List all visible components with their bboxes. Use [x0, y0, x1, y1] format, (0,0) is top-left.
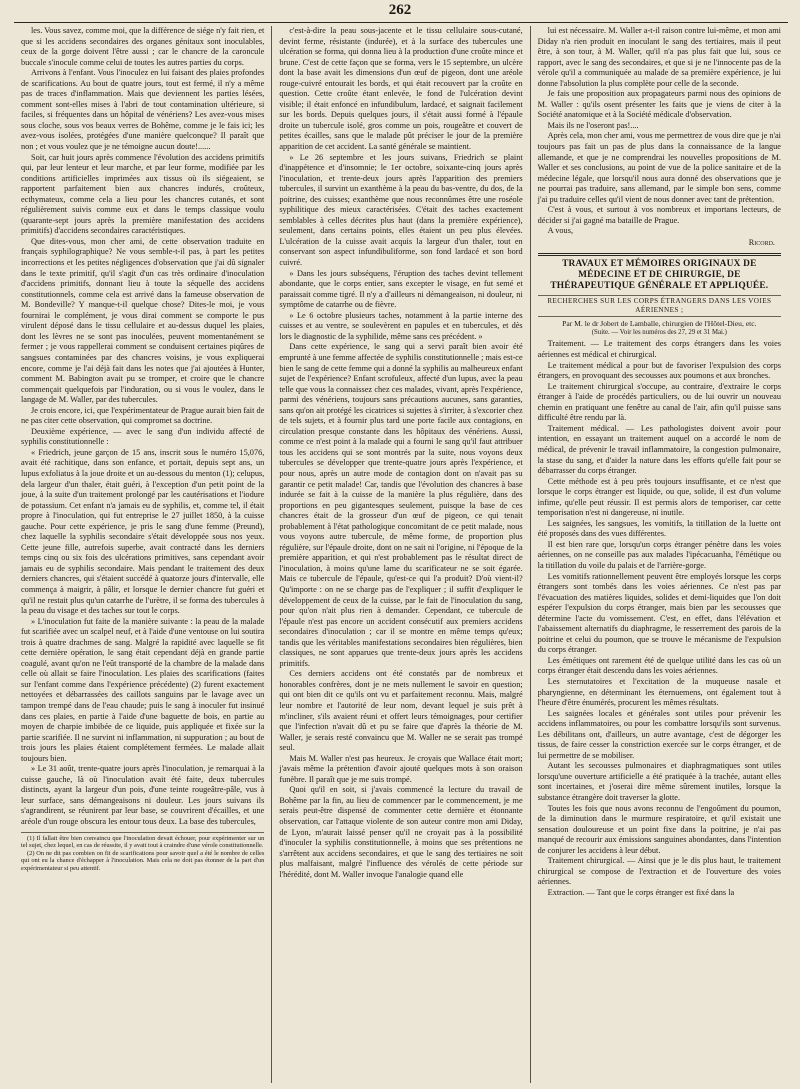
body-paragraph: Soit, car huit jours après commence l'évolution des accidens primitifs qui, par leur lenteur et leur marche, et par leur forme, modifiée par les conditions artificielles imprimées aux tissus où ils siégeaient, se rapportent parfaitement bien aux chancres indurés, croûteux, ecthymateux, comme cela a lieu pour les chancres cutanés, et sont régulièrement suivis comme eux et dans le temps classique voulu (quarante-sept jours après la première manifestation des accidens primitifs) d'accidens secondaires caractéristiques.	[21, 152, 265, 236]
body-paragraph: » Le 6 octobre plusieurs taches, notamment à la partie interne des cuisses et au ventre, se soulevèrent en papules et en tubercules, et dès lors le diagnostic de la syphilide, même sans ces précédent. »	[279, 310, 523, 341]
article-byline: Par M. le dr Jobert de Lamballe, chirurgien de l'Hôtel-Dieu, etc.	[562, 319, 757, 329]
body-paragraph: Que dites-vous, mon cher ami, de cette observation traduite en français syphilographique? Ne vous semble-t-il pas, à part les petites incorrections et les petites négligences d'observation que j'ai dû signaler dans le texte primitif, qu'il s'agit d'un cas très ordinaire d'inoculation d'accidens primitifs, donnant lieu à toute la séquelle des accidens constitutionnels, comme cela est arrivé dans la fameuse observation de M. Bondeville? Y manque-t-il quelque chose? Dites-le moi, je vous fournirai le complément, je vous dirai comment se comporte le pus virulent déposé dans le tissu cellulaire et au-dessus duquel les plaies, dont les lèvres ne se sont pas inoculées, peuvent momentanément se fermer ; je vous rappellerai comment se conduisent certaines piqûres de sangsues contaminées par des chancres voisins, je vous expliquerai encore, comme je l'ai déjà fait dans les notes que j'ai ajoutées à Hunter, comment M. Babington avait pu se tromper, et croire que le chancre commençait quelquefois par l'induration, ou si vous le voulez, dans le langage de M. Waller, par des tubercules.	[21, 236, 265, 405]
body-paragraph: c'est-à-dire la peau sous-jacente et le tissu cellulaire sous-cutané, devint ferme, résistante (indurée), et à la surface des tubercules une ulcération se forma, qui donna lieu à la production d'une croûte mince et brune. C'est de cette façon que se forma, vers le 15 septembre, un ulcère dont la base avait les dimensions d'un œuf de pigeon, dont une aréole rouge-cuivré entourait les bords, et qui était recouvert par la croûte en question. Cette croûte étant enlevée, le fond de l'ulcération devint visible; il était enfoncé en infundibulum, lardacé, et saignait facilement sur les bords. Depuis quelques jours, il s'était aussi formé à l'épaule droite un tubercule isolé, gros comme un pois, rougeâtre et couvert de petites écailles, sans que le malade pût préciser le jour de la première apparition de cet accident. La santé générale se maintient.	[279, 26, 523, 152]
body-paragraph: Il est bien rare que, lorsqu'un corps étranger pénètre dans les voies aériennes, on ne conseille pas aux malades l'ipécacuanha, l'émétique ou la titillation du voile du palais et de l'arrière-gorge.	[537, 539, 781, 570]
article-title: RECHERCHES SUR LES CORPS ÉTRANGERS DANS LES VOIES AÉRIENNES ;	[538, 295, 781, 317]
body-paragraph: » Le 26 septembre et les jours suivans, Friedrich se plaint d'inappétence et d'insomnie; le 1er octobre, soixante-cinq jours après l'inoculation, et trente-deux jours après l'apparition des premiers tubercules, il survint un exanthème à la peau du bas-ventre, du dos, de la poitrine, des cuisses; exanthème que nous reconnûmes être une roséole syphilitique des mieux caractérisées. C'était des taches exactement semblables à celles décrites plus haut (dans la première expérience), seulement, dans certains points, elles étaient un peu plus élevées. L'ulcération de la cuisse avait acquis la largeur d'un thaler, tout en conservant son aspect infundibuliforme, son fond lardacé et son bord cuivré.	[279, 152, 523, 268]
body-paragraph: Je fais une proposition aux propagateurs parmi nous des opinions de M. Waller : qu'ils osent présenter les faits que je viens de citer à la Société anatomique et à la Société médicale d'observation.	[537, 89, 781, 120]
footnotes	[21, 832, 264, 873]
body-paragraph: Dans cette expérience, le sang qui a servi paraît bien avoir été emprunté à une femme affectée de syphilis constitutionnelle ; mais est-ce bien le sang de cette femme qui a donné la syphilis au malheureux enfant sujet de l'expérience? Enfant scrofuleux, affecté d'un lupus, avec la peau telle que vous la connaissez chez ces malades, vivant, après l'expérience, parmi des vénériens, toujours sans précautions aucunes, sans garanties, sans qu'on ait protégé les cicatrices si sujettes à s'irriter, à s'excorier chez de tels sujets, et à fournir plus tard une porte facile aux contagions, en circulation presque constante dans les hôpitaux des vénériens. Aussi, comme ce n'est point à la malade qui a fourni le sang qu'il faut attribuer tous les accidens qui se sont montrés par la suite, nous voyons deux tubercules se développer que trente-quatre jours après l'expérience, et pour nous, après un autre mode de contagion dont on n'avait pas su garantir ce petit malade! Car, tandis que l'évolution des chancres à base indurée se fait à la cuisse de la manière la plus régulière, dans des proportions en peu gigantesques seulement, puisque la base de ces chancres était de la grosseur d'un œuf de pigeon, ce qui tenait probablement à l'état pathologique concomitant de ce petit malade, nous vous voyons autre tubercule, de même forme, de proportion plus régulière, sur l'épaule droite, dont on ne sait ni l'origine, ni l'époque de la première apparition, et qui n'est probablement pas le résultat direct de l'inoculation, à moins qu'une lame du scarificateur ne se soit égarée. Mais ce tubercule de l'épaule, qu'est-ce qui l'a produit? D'où vient-il? Qu'importe : on ne se charge pas de l'expliquer ; il suffit d'expliquer le développement de ceux de la cuisse, par le fait de l'inoculation du sang, pour qu'on n'ait plus rien à demander. Cependant, ce tubercule de l'épaule n'est pas encore un accident consécutif aux premiers accidens secondaires d'inoculation ; car il se montre en même temps qu'eux; tandis que les véritables manifestations secondaires bien régulières, bien classiques, ne sont apparues que trente-deux jours après les accidens primitifs.	[279, 342, 523, 668]
text-columns	[14, 26, 788, 1083]
body-paragraph: Ces derniers accidens ont été constatés par de nombreux et honorables confrères, dont je ne mets nullement le savoir en question; qui ont bien dit ce qu'ils ont vu et parfaitement reconnu. Mais, malgré leur nombre et l'autorité de leur nom, devant lequel je suis prêt à m'incliner, s'ils avaient réuni et offert leurs témoignages, pour certifier que l'infection n'avait dû et pu se faire que d'après la théorie de M. Waller, je serais resté convaincu que M. Waller ne se serait pas trompé seul.	[279, 669, 523, 753]
body-paragraph: Arrivons à l'enfant. Vous l'inoculez en lui faisant des plaies profondes de scarifications. Au bout de quatre jours, tout est fermé, il n'y a même pas de traces d'inflammation. Mais que deviennent les parties lésées, comment sont-elles mises à l'abri de tout contamination ultérieure, si faciles, si fréquentes dans un hôpital de vénériens? Les avez-vous mises sous cloche, sous vos beaux verres de Bohême, comme je le fais ici; les avez-vous isolées, protégées d'une manière quelconque? Il paraît que non ; et vous voulez que je ne témoigne aucun doute!......	[21, 68, 265, 152]
footnote: (1) Il fallait être bien convaincu que l'inoculation devait échouer, pour expérimenter sur un tel sujet, chez lequel, en cas de réussite, il y avait tout à craindre d'une vérole constitutionnelle.	[21, 834, 265, 850]
section-title: TRAVAUX ET MÉMOIRES ORIGINAUX DE MÉDECINE ET DE CHIRURGIE, DE THÉRAPEUTIQUE GÉNÉRALE ET APPLIQUÉE.	[550, 259, 769, 292]
body-paragraph: Autant les secousses pulmonaires et diaphragmatiques sont utiles lorsqu'une ouverture artificielle a été pratiquée à la trachée, autant elles sont incertaines, et j'oserai dire même sûrement inutiles, lorsque la substance étrangère doit traverser la glotte.	[537, 761, 781, 802]
right-column	[530, 26, 788, 1083]
section-divider	[538, 253, 781, 256]
middle-column	[271, 26, 529, 1083]
body-paragraph: Deuxième expérience, — avec le sang d'un individu affecté de syphilis constitutionnelle :	[21, 426, 265, 447]
body-paragraph: les. Vous savez, comme moi, que la différence de siége n'y fait rien, et que si les accidens secondaires des organes génitaux sont inoculables, ceux de la gorge doivent l'être aussi ; car le chancre de la caroncule buccale s'inocule comme celui de toutes les autres parties du corps.	[21, 26, 265, 67]
body-paragraph: Le traitement médical a pour but de favoriser l'expulsion des corps étrangers, en provoquant des secousses aux poumons et aux bronches.	[537, 360, 781, 381]
continuation-note: (Suite. — Voir les numéros des 27, 29 et 31 Mai.)	[591, 328, 727, 336]
body-paragraph: » L'inoculation fut faite de la manière suivante : la peau de la malade fut scarifiée avec un scalpel neuf, et à l'aide d'une ventouse on lui soutira trois à quatre drachmes de sang. Malgré la rapidité avec laquelle se fit cette dernière opération, le sang était cependant déjà en grande partie coagulé, avant qu'on ne l'eût transporté de la chambre de la malade dans celle où allait se faire l'inoculation. Les plaies des scarifications (faites sur l'enfant comme dans l'expérience précédente) (2) furent exactement nettoyées et débarrassées des caillots sanguins par le lavage avec un tampon trempé dans de l'eau chaude; puis le sang à inoculer fut insinué dans ces plaies, en partie à l'aide d'une baguette de bois, en partie au moyen de charpie imbibée de ce liquide, puis appliquée et fixée sur la partie scarifiée. Il ne survint ni inflammation, ni suppuration ; au bout de trois jours les plaies étaient complétement fermées. Le malade allait toujours bien.	[21, 616, 265, 763]
body-paragraph: Les sternutatoires et l'excitation de la muqueuse nasale et pharyngienne, en déterminant les éternuemens, ont également tout à l'heure d'être énumérés, procurent les mêmes résultats.	[537, 676, 781, 708]
header-rule	[14, 22, 788, 23]
body-paragraph: » Le 31 août, trente-quatre jours après l'inoculation, je remarquai à la cuisse gauche, là où l'inoculation avait été faite, deux tubercules distincts, ayant la largeur d'un pois, d'une teinte rougeâtre-pâle, vus à leur surface, sans démangeaisons ni douleur. Les jours suivans ils s'agrandirent, se réunirent par leur base, se couvrirent d'écailles, et une aréole d'un rouge obscura les entour tous deux. La base des tubercules,	[21, 764, 265, 827]
body-paragraph: Traitement chirurgical. — Ainsi que je le dis plus haut, le traitement chirurgical se compose de l'extraction et de l'ouverture des voies aériennes.	[537, 856, 781, 887]
body-paragraph: C'est à vous, et surtout à vos nombreux et importans lecteurs, de décider si j'ai gagné ma bataille de Prague.	[537, 205, 781, 225]
page-number: 262	[388, 2, 412, 18]
body-paragraph: Les vomitifs rationnellement peuvent être employés lorsque les corps étrangers sont tombés dans les voies aériennes. Ce n'est pas par l'évacuation des matières liquides, solides et demi-liquides que l'on doit espérer l'expulsion du corps étranger, mais bien par les secousses que détermine l'acte du vomissement. C'est, en effet, dans l'élévation et l'abaissement alternatifs du diaphragme, le resserrement des parois de la poitrine et celui du poumon, que se trouve le mécanisme de l'expulsion du corps étranger.	[537, 571, 781, 655]
body-paragraph: Toutes les fois que nous avons reconnu de l'engoûment du poumon, de la diminution dans le murmure respiratoire, et qu'il existait une sensation douloureuse et un point fixe dans la poitrine, je n'ai pas manqué de recourir aux émissions sanguines abondantes, dans l'intention de conjurer les accidens à leur début.	[537, 803, 781, 855]
body-paragraph: Les émétiques ont rarement été de quelque utilité dans les cas où un corps étranger était descendu dans les voies aériennes.	[537, 655, 781, 676]
author-signature: Ricord.	[748, 237, 775, 247]
body-paragraph: Cette méthode est à peu près toujours insuffisante, et ce n'est que lorsque le corps étranger est liquide, ou que, solide, il est d'un volume infime, qu'elle peut réussir. Il est permis alors de temporiser, car cette temporisation n'est ni dangereuse, ni inutile.	[537, 476, 781, 518]
body-paragraph: Quoi qu'il en soit, si j'avais commencé la lecture du travail de Bohême par la fin, au lieu de commencer par le commencement, je me serais peut-être dispensé de commenter cette dernière et étonnante observation, car l'attaque violente de son auteur contre mon ami Diday, de Lyon, m'aurait laissé penser qu'il ne croyait pas à la possibilité d'inoculer la syphilis constitutionnelle, à moins que ses prétentions ne s'arrêtent aux accidens secondaires, et que le sang des tertiaires ne soit plus malfaisant, malgré l'influence des vérolés de cette période sur l'hérédité, dont M. Waller invoque l'analogie quand elle	[279, 785, 523, 879]
body-paragraph: lui est nécessaire. M. Waller a-t-il raison contre lui-même, et mon ami Diday n'a rien produit en inoculant le sang des tertiaires, mais il peut être, à son tour, à M. Waller, qu'il n'a pas plus fait que lui, sous ce rapport, avec le sang des secondaires, et que si je ne l'innocente pas de la vérole qu'il a communiquée au malade de sa première expérience, je lui donne l'absolution la plus complète pour celle de la seconde.	[537, 26, 781, 88]
body-paragraph: Après cela, mon cher ami, vous me permettrez de vous dire que je n'ai toujours pas fait un pas de plus dans la connaissance de la langue allemande, et que je ne comprendrai les nouvelles propositions de M. Waller et ses conclusions, au point de vue de la police sanitaire et de la médecine légale, que lorsqu'il nous aura donné des observations que je ne pourrai pas traduire, sans allemand, par le simple bon sens, comme j'ai pu traduire celles qu'il vient de nous donner avec tant de prétention.	[537, 131, 781, 204]
body-paragraph: Mais ils ne l'oseront pas!....	[547, 120, 639, 130]
left-column	[14, 26, 271, 1083]
body-paragraph: » Dans les jours subséquens, l'éruption des taches devint tellement abondante, que le corps entier, sans excepter le visage, en fut semé et paraissait comme tigré. Il n'y a d'ailleurs ni démangeaison, ni douleur, ni symptôme de catarrhe ou de fièvre.	[279, 268, 523, 310]
footnote: (2) On ne dit pas combien on fit de scarifications pour savoir quel a été le nombre de celles qui ont eu la chance d'échapper à l'inoculation. Mais cela ne doit pas étonner de la part d'un expérimentateur si peu attentif.	[21, 849, 265, 872]
body-paragraph: Les saignées, les sangsues, les vomitifs, la titillation de la luette ont été proposés dans des vues différentes.	[537, 518, 781, 539]
body-paragraph: Le traitement chirurgical s'occupe, au contraire, d'extraire le corps étranger à l'aide de procédés particuliers, ou de lui ouvrir un nouveau chemin en pratiquant une fenêtre au canal de l'air, afin qu'il puisse sans difficulté être rendu par là.	[537, 381, 781, 423]
body-paragraph: Les saignées locales et générales sont utiles pour prévenir les accidens inflammatoires, ou pour les combattre lorsqu'ils sont survenus. Les débilitans ont, d'ailleurs, un autre avantage, c'est de dégorger les tissus, de faire cesser la constriction exercée sur le corps étranger, et de lui permettre de se mobiliser.	[537, 708, 781, 760]
body-paragraph: Extraction. — Tant que le corps étranger est fixé dans la	[547, 887, 735, 897]
body-paragraph: Traitement médical. — Les pathologistes doivent avoir pour intention, en essayant un traitement auquel on a accordé le nom de médical, de prévenir le travail inflammatoire, la congestion pulmonaire, la stase du sang, et d'aider la nature dans les efforts qu'elle fait pour se débarrasser du corps étranger.	[537, 423, 781, 476]
body-paragraph: Je crois encore, ici, que l'expérimentateur de Prague aurait bien fait de ne pas citer cette observation, qui compromet sa doctrine.	[21, 405, 265, 426]
body-paragraph: « Friedrich, jeune garçon de 15 ans, inscrit sous le numéro 15,076, avait été rachitique, dans son enfance, et portait, depuis sept ans, un lupus exfoliatus à la joue droite et un au-dessous du menton (1); celupus, dela largeur d'un thaler, était guéri, à l'exception d'un petit point de la joue, à la suite d'un traitement prolongé par les cautérisations et l'iodure de potassium. Cet enfant n'a jamais eu de syphilis, et, comme tel, il était propre à l'inoculation, qui fut entreprise le 27 juillet 1850, à la cuisse gauche. Pour cette expérience, je pris le sang d'une femme (Preund), chez laquelle la syphilis secondaire s'était développée sous nos yeux. Cette jeune fille, autrefois superbe, avait contracté dans les derniers temps cinq ou six fois des ulcérations primitives, sans cependant avoir jamais eu de syphilis secondaire. Mais pendant le traitement des deux derniers chancres, qui s'étaient succédé à quatorze jours d'intervalle, elle commença à maigrir, à pâlir, et lorsque le dernier chancre fut guéri et qu'il ne restait plus qu'un catarrhe de l'urètre, il se forma des tubercules à la peau du visage et des taches sur tout le corps.	[21, 447, 265, 616]
body-paragraph: A vous,	[547, 226, 574, 236]
body-paragraph: Traitement. — Le traitement des corps étrangers dans les voies aériennes est médical et chirurgical.	[537, 339, 781, 360]
body-paragraph: Mais M. Waller n'est pas heureux. Je croyais que Wallace était mort; j'avais même la prétention d'avoir ajouté quelques mots à son oraison funèbre. Il paraît que je me suis trompé.	[279, 753, 523, 784]
